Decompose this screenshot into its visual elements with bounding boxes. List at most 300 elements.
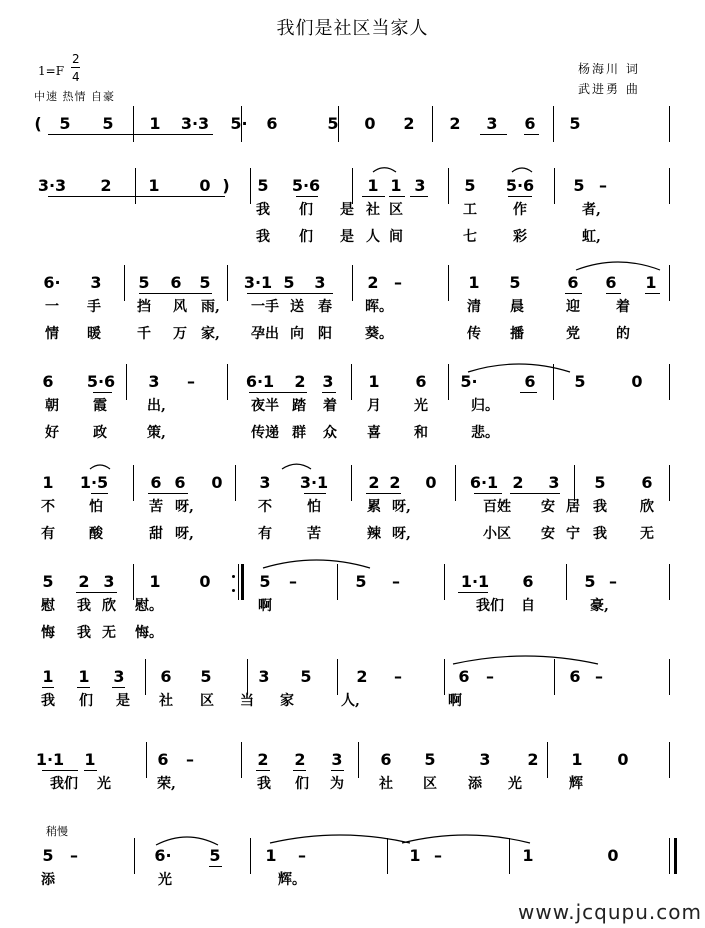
lyric-verse-1: 当 [240,693,254,709]
lyric-verse-2: 众 [323,425,337,441]
lyric-verse-1: 不 [258,499,272,515]
bar-line [238,564,239,600]
bar-line [554,168,555,204]
time-signature-denominator: 4 [72,70,80,84]
jianpu-note: 5 [42,846,54,865]
jianpu-note: 5 [594,473,606,492]
beam-underline [101,134,213,135]
lyric-verse-1: 我 [593,499,607,515]
slur-tie [512,168,532,172]
jianpu-note: 3 [90,273,102,292]
jianpu-note: 1 [468,273,480,292]
lyric-verse-2: 人 [366,229,380,245]
bar-line [250,168,251,204]
beam-underline [293,770,306,771]
jianpu-note: 6 [522,572,534,591]
jianpu-note: 6 [150,473,162,492]
lyric-verse-2: 七 [463,229,477,245]
bar-line [338,106,339,142]
lyric-verse-2: 们 [299,229,313,245]
beam-underline [48,196,225,197]
jianpu-note: 1 [42,473,54,492]
bar-line [669,564,670,600]
lyric-verse-1: 欣 [102,598,116,614]
lyric-verse-2: 辣 [367,526,381,542]
jianpu-note: – [599,176,607,195]
lyric-verse-2: 悲。 [471,425,499,441]
lyric-verse-2: 酸 [89,526,103,542]
jianpu-note: 1 [148,176,160,195]
jianpu-note: – [394,273,402,292]
jianpu-note: 0 [425,473,437,492]
time-signature-line [71,67,80,68]
lyric-verse-2: 虹, [582,229,601,245]
lyric-verse-1: 为 [330,776,344,792]
beam-underline [76,592,117,593]
lyric-verse-1: 苦 [149,499,163,515]
jianpu-note: 3·3 [37,176,67,195]
bar-line [553,364,554,400]
lyric-verse-2: 家, [201,326,220,342]
lyric-verse-1: 我 [41,693,55,709]
lyric-verse-1: 欣 [640,499,654,515]
jianpu-note: 5 [300,667,312,686]
beam-underline [458,592,488,593]
lyric-verse-1: 清 [467,299,481,315]
lyric-verse-2: 安 [541,526,555,542]
lyric-verse-1: 累 [367,499,381,515]
lyric-verse-2: 向 [290,326,304,342]
bar-line [133,564,134,600]
bar-line [133,106,134,142]
jianpu-note: 0 [607,846,619,865]
beam-underline [524,134,539,135]
jianpu-note: 2 [512,473,524,492]
lyric-verse-1: 社 [379,776,393,792]
bar-line [455,465,456,501]
jianpu-note: 0 [617,750,629,769]
lyric-verse-1: 社 [366,202,380,218]
slur-tie [263,560,370,568]
bar-line [669,838,670,874]
jianpu-note: 5· [230,114,248,133]
jianpu-note: 6 [42,372,54,391]
bar-line [227,265,228,301]
bar-line [448,265,449,301]
bar-line [227,364,228,400]
jianpu-note: 2 [356,667,368,686]
lyric-verse-1: 添 [41,872,55,888]
jianpu-note: 5 [200,667,212,686]
beam-underline [296,196,318,197]
beam-underline [42,770,78,771]
lyric-verse-2: 无 [640,526,654,542]
lyric-verse-2: 情 [45,326,59,342]
lyric-verse-1: 送 [290,299,304,315]
composer-credit: 武进勇 曲 [578,82,640,96]
lyric-verse-2: 有 [41,526,55,542]
jianpu-note: 5 [327,114,339,133]
lyric-verse-2: 喜 [367,425,381,441]
lyric-verse-2: 传递 [251,425,279,441]
lyric-verse-2: 阳 [318,326,332,342]
beam-underline [520,392,537,393]
lyric-verse-2: 好 [45,425,59,441]
lyric-verse-2: 我 [593,526,607,542]
bar-line [669,742,670,778]
bar-line [669,168,670,204]
bar-line [351,364,352,400]
bar-line [444,659,445,695]
jianpu-note: 1·1 [460,572,490,591]
jianpu-note: 5·6 [291,176,321,195]
watermark: www.jcqupu.com [518,900,702,924]
lyric-verse-2: 呀, [392,526,411,542]
lyric-verse-2: 群 [292,425,306,441]
lyric-verse-2: 策, [147,425,166,441]
lyric-verse-1: 是 [340,202,354,218]
lyric-verse-1: 光 [158,872,172,888]
lyric-verse-1: 慰 [41,598,55,614]
repeat-bar [241,564,244,600]
beam-underline [508,196,532,197]
bar-line [146,742,147,778]
lyric-verse-2: 和 [414,425,428,441]
bar-line [250,838,251,874]
jianpu-note: 5 [574,372,586,391]
jianpu-note: 2 [403,114,415,133]
beam-underline [247,293,333,294]
slur-tie [402,835,530,843]
lyric-verse-1: 我们 [476,598,504,614]
repeat-dot [232,575,235,578]
jianpu-note: 1 [149,572,161,591]
beam-underline [91,493,108,494]
lyric-verse-1: 居 [566,499,580,515]
jianpu-note: 2 [367,273,379,292]
jianpu-note: – [289,572,297,591]
lyric-verse-1: 不 [41,499,55,515]
lyric-verse-1: 怕 [89,499,103,515]
key-signature: 1=F [38,64,65,78]
jianpu-note: 2 [368,473,380,492]
bar-line [553,106,554,142]
lyric-verse-1: 光 [508,776,522,792]
jianpu-note: 1 [42,667,54,686]
jianpu-note: – [394,667,402,686]
jianpu-note: ( [34,114,42,133]
jianpu-note: 3·1 [299,473,329,492]
lyric-verse-1: 家 [280,693,294,709]
lyric-verse-2: 传 [467,326,481,342]
jianpu-note: 5 [42,572,54,591]
final-bar-line [674,838,677,874]
beam-underline [148,493,188,494]
lyric-verse-1: 区 [389,202,403,218]
jianpu-note: 5 [464,176,476,195]
jianpu-note: 1·1 [35,750,65,769]
jianpu-note: 3 [486,114,498,133]
jianpu-note: 2 [78,572,90,591]
lyric-verse-1: 我们 [50,776,78,792]
lyric-verse-1: 霞 [93,398,107,414]
jianpu-note: 2 [294,750,306,769]
lyric-verse-2: 万 [173,326,187,342]
lyric-verse-1: 人, [341,693,360,709]
beam-underline [112,687,125,688]
beam-underline [84,770,97,771]
lyric-verse-1: 们 [79,693,93,709]
jianpu-note: 0 [199,176,211,195]
jianpu-note: – [392,572,400,591]
lyric-verse-1: 啊 [258,598,272,614]
bar-line [358,742,359,778]
jianpu-note: 6 [160,667,172,686]
lyric-verse-2: 孕出 [251,326,279,342]
lyric-verse-2: 悔 [41,625,55,641]
lyric-verse-1: 辉 [569,776,583,792]
repeat-dot [232,589,235,592]
lyric-verse-2: 宁 [566,526,580,542]
lyric-verse-1: 我 [77,598,91,614]
jianpu-note: 5 [209,846,221,865]
jianpu-note: 6 [605,273,617,292]
jianpu-note: – [298,846,306,865]
lyric-verse-1: 社 [159,693,173,709]
bar-line [554,659,555,695]
lyric-verse-1: 归。 [471,398,499,414]
jianpu-note: 3 [479,750,491,769]
jianpu-note: 6 [458,667,470,686]
lyric-verse-2: 彩 [513,229,527,245]
jianpu-note: 2 [294,372,306,391]
beam-underline [249,392,307,393]
bar-line [669,659,670,695]
jianpu-note: 3 [314,273,326,292]
beam-underline [645,293,660,294]
jianpu-note: 1 [78,667,90,686]
jianpu-note: – [486,667,494,686]
lyric-verse-1: 风 [173,299,187,315]
lyric-verse-1: 区 [200,693,214,709]
lyric-verse-2: 我 [256,229,270,245]
slur-tie [453,656,598,664]
lyric-verse-1: 荣, [157,776,176,792]
lyric-verse-2: 无 [102,625,116,641]
bar-line [145,659,146,695]
jianpu-note: 2 [389,473,401,492]
jianpu-note: 3 [414,176,426,195]
slur-tie [373,168,396,172]
jianpu-note: 3 [259,473,271,492]
slur-tie [576,262,660,270]
lyric-verse-1: 者, [582,202,601,218]
bar-line [387,838,388,874]
jianpu-note: 1·5 [79,473,109,492]
slur-tie [468,364,570,372]
bar-line [352,265,353,301]
lyric-verse-2: 党 [566,326,580,342]
jianpu-note: 3 [148,372,160,391]
lyric-verse-2: 呀, [175,526,194,542]
beam-underline [139,293,212,294]
lyric-verse-1: 慰。 [135,598,163,614]
lyric-verse-1: 晖。 [365,299,393,315]
jianpu-note: 1 [571,750,583,769]
bar-line [241,742,242,778]
jianpu-note: 1 [368,372,380,391]
lyric-verse-1: 春 [318,299,332,315]
jianpu-note: 0 [364,114,376,133]
lyric-verse-1: 自 [521,598,535,614]
jianpu-note: 6 [524,114,536,133]
bar-line [124,265,125,301]
jianpu-note: – [609,572,617,591]
jianpu-note: 6 [174,473,186,492]
lyric-verse-1: 百姓 [483,499,511,515]
jianpu-note: 6 [641,473,653,492]
beam-underline [565,293,582,294]
lyric-verse-1: 迎 [566,299,580,315]
lyric-verse-2: 间 [389,229,403,245]
jianpu-note: 2 [449,114,461,133]
beam-underline [77,687,90,688]
beam-underline [510,493,560,494]
jianpu-note: 0 [631,372,643,391]
jianpu-note: 6 [170,273,182,292]
lyric-verse-1: 光 [414,398,428,414]
lyric-verse-1: 雨, [201,299,220,315]
jianpu-note: 5 [283,273,295,292]
bar-line [134,838,135,874]
lyric-verse-1: 怕 [307,499,321,515]
beam-underline [42,687,54,688]
lyric-verse-1: 一 [45,299,59,315]
beam-underline [331,770,344,771]
lyric-verse-1: 啊 [448,693,462,709]
beam-underline [209,866,222,867]
lyric-verse-2: 甜 [149,526,163,542]
lyric-verse-1: 一手 [251,299,279,315]
time-signature-numerator: 2 [72,52,80,66]
jianpu-note: 2 [100,176,112,195]
bar-line [235,465,236,501]
lyric-verse-1: 工 [463,202,477,218]
jianpu-note: 1 [390,176,402,195]
jianpu-note: 5 [138,273,150,292]
jianpu-note: 6 [524,372,536,391]
lyric-verse-2: 千 [137,326,151,342]
lyric-verse-1: 出, [147,398,166,414]
beam-underline [362,196,385,197]
bar-line [509,838,510,874]
bar-line [351,465,352,501]
lyric-verse-2: 小区 [483,526,511,542]
slur-tie [270,835,410,843]
bar-line [133,465,134,501]
bar-line [566,564,567,600]
jianpu-note: 5 [509,273,521,292]
jianpu-note: 6 [157,750,169,769]
lyric-verse-2: 政 [93,425,107,441]
tempo-marking: 中速 热情 自豪 [34,90,115,103]
lyric-verse-1: 作 [513,202,527,218]
slur-tie [156,837,218,845]
bar-line [337,564,338,600]
jianpu-note: 1 [84,750,96,769]
jianpu-note: 3·1 [243,273,273,292]
beam-underline [474,493,502,494]
jianpu-note: 5· [460,372,478,391]
jianpu-note: 3 [322,372,334,391]
lyric-verse-1: 着 [323,398,337,414]
bar-line [444,564,445,600]
jianpu-note: 1 [522,846,534,865]
jianpu-note: 5 [257,176,269,195]
jianpu-note: 3 [548,473,560,492]
jianpu-note: 0 [199,572,211,591]
jianpu-note: – [434,846,442,865]
jianpu-note: 5 [573,176,585,195]
beam-underline [389,196,405,197]
jianpu-note: 3·3 [180,114,210,133]
lyric-verse-1: 区 [423,776,437,792]
jianpu-note: 1 [645,273,657,292]
jianpu-note: 5 [199,273,211,292]
lyric-verse-2: 葵。 [365,326,393,342]
jianpu-note: 5·6 [86,372,116,391]
bar-line [547,742,548,778]
beam-underline [322,392,336,393]
lyric-verse-1: 我 [257,776,271,792]
lyric-verse-2: 苦 [307,526,321,542]
jianpu-note: 5 [424,750,436,769]
lyric-verse-1: 辉。 [278,872,306,888]
jianpu-note: 2 [257,750,269,769]
beam-underline [256,770,270,771]
jianpu-note: 1 [409,846,421,865]
bar-line [126,364,127,400]
lyric-verse-1: 着 [616,299,630,315]
lyric-verse-1: 我 [256,202,270,218]
jianpu-note: 5 [59,114,71,133]
lyric-verse-2: 我 [77,625,91,641]
jianpu-note: 5 [355,572,367,591]
lyric-verse-1: 安 [541,499,555,515]
beam-underline [480,134,507,135]
lyric-verse-1: 是 [116,693,130,709]
bar-line [669,364,670,400]
bar-line [432,106,433,142]
lyric-verse-2: 有 [258,526,272,542]
lyric-verse-2: 的 [616,326,630,342]
bar-line [135,168,136,204]
jianpu-note: 3 [113,667,125,686]
jianpu-note: 5 [584,572,596,591]
lyric-verse-2: 播 [510,326,524,342]
jianpu-note: 6· [154,846,172,865]
jianpu-note: – [186,750,194,769]
lyric-verse-1: 月 [367,398,381,414]
jianpu-note: – [187,372,195,391]
lyric-verse-1: 手 [87,299,101,315]
bar-line [337,659,338,695]
lyric-verse-1: 挡 [137,299,151,315]
beam-underline [410,196,428,197]
lyric-verse-2: 暖 [87,326,101,342]
jianpu-note: 6 [415,372,427,391]
jianpu-note: 6·1 [245,372,275,391]
